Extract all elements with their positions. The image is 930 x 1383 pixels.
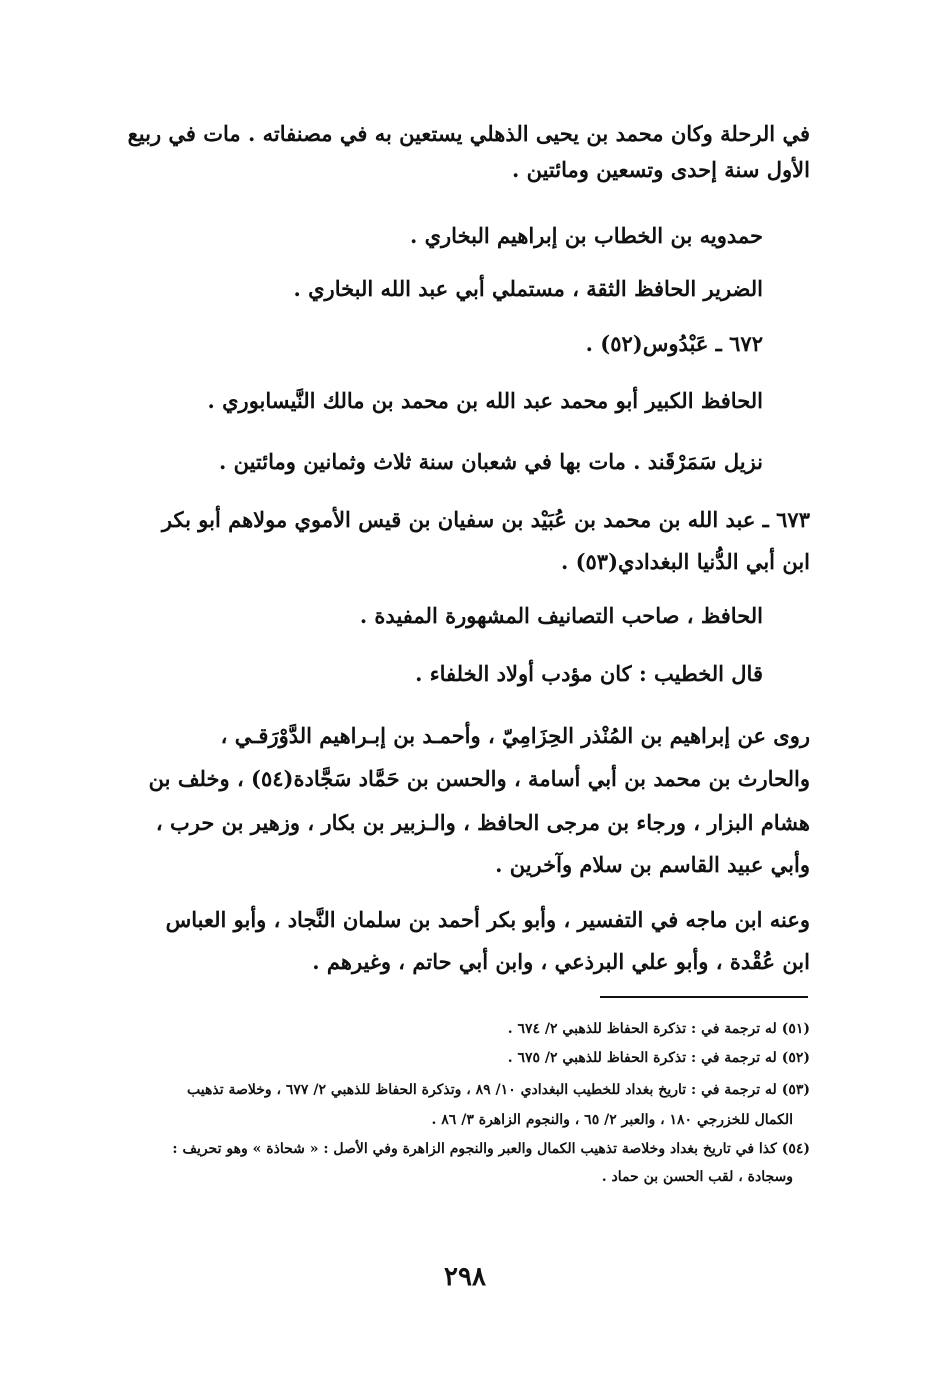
page-number: ٢٩٨ <box>444 1262 486 1292</box>
body-line-15: وأبي عبيد القاسم بن سلام وآخرين . <box>495 852 810 877</box>
footnote-54-continued: وسجادة ، لقب الحسن بن حماد . <box>601 1169 793 1185</box>
entry-heading-672: ٦٧٢ ـ عَبْدُوس(٥٢) . <box>585 331 763 356</box>
body-line-6: الحافظ الكبير أبو محمد عبد الله بن محمد بن مالك النَّيسابوري . <box>207 388 763 413</box>
body-line-3: حمدويه بن الخطاب بن إبراهيم البخاري . <box>409 223 763 248</box>
body-line-2: الأول سنة إحدى وتسعين ومائتين . <box>511 157 810 182</box>
body-line-12: روى عن إبراهيم بن المُنْذر الحِزَامِيّ ، وأحمـد بن إبـراهيم الدَّوْرَقـي ، <box>220 723 810 748</box>
footnote-separator <box>600 996 808 998</box>
body-line-4: الضرير الحافظ الثقة ، مستملي أبي عبد الله البخاري . <box>293 276 763 301</box>
body-line-14: هشام البزار ، ورجاء بن مرجى الحافظ ، والـزبير بن بكار ، وزهير بن حرب ، <box>155 810 810 835</box>
entry-heading-673: ٦٧٣ ـ عبد الله بن محمد بن عُبَيْد بن سفيان بن قيس الأموي مولاهم أبو بكر <box>161 507 810 532</box>
body-line-13: والحارث بن محمد بن أبي أسامة ، والحسن بن حَمَّاد سَجَّادة(٥٤) ، وخلف بن <box>148 766 810 791</box>
body-line-9: ابن أبي الدُّنيا البغدادي(٥٣) . <box>560 549 810 574</box>
footnote-53-continued: الكمال للخزرجي ١٨٠ ، والعبر ٢/ ٦٥ ، والنجوم الزاهرة ٣/ ٨٦ . <box>431 1112 793 1128</box>
footnote-52: (٥٢) له ترجمة في : تذكرة الحفاظ للذهبي ٢/ ٦٧٥ . <box>507 1050 810 1066</box>
body-line-17: ابن عُقْدة ، وأبو علي البرذعي ، وابن أبي حاتم ، وغيرهم . <box>312 949 810 974</box>
body-line-7: نزيل سَمَرْقَند . مات بها في شعبان سنة ثلاث وثمانين ومائتين . <box>218 449 763 474</box>
body-line-11: قال الخطيب : كان مؤدب أولاد الخلفاء . <box>415 661 763 686</box>
footnote-54: (٥٤) كذا في تاريخ بغداد وخلاصة تذهيب الكمال والعبر والنجوم الزاهرة وفي الأصل : « شحاذة » وهو تحريف : <box>172 1141 810 1157</box>
body-line-10: الحافظ ، صاحب التصانيف المشهورة المفيدة . <box>359 603 763 628</box>
footnote-51: (٥١) له ترجمة في : تذكرة الحفاظ للذهبي ٢/ ٦٧٤ . <box>507 1021 810 1037</box>
body-line-16: وعنه ابن ماجه في التفسير ، وأبو بكر أحمد بن سلمان النَّجاد ، وأبو العباس <box>165 907 810 932</box>
footnote-53: (٥٣) له ترجمة في : تاريخ بغداد للخطيب البغدادي ١٠/ ٨٩ ، وتذكرة الحفاظ للذهبي ٢/ ٦٧٧ ، وخلاصة تذهيب <box>186 1082 810 1098</box>
body-line-1: في الرحلة وكان محمد بن يحيى الذهلي يستعين به في مصنفاته . مات في ربيع <box>127 121 810 146</box>
